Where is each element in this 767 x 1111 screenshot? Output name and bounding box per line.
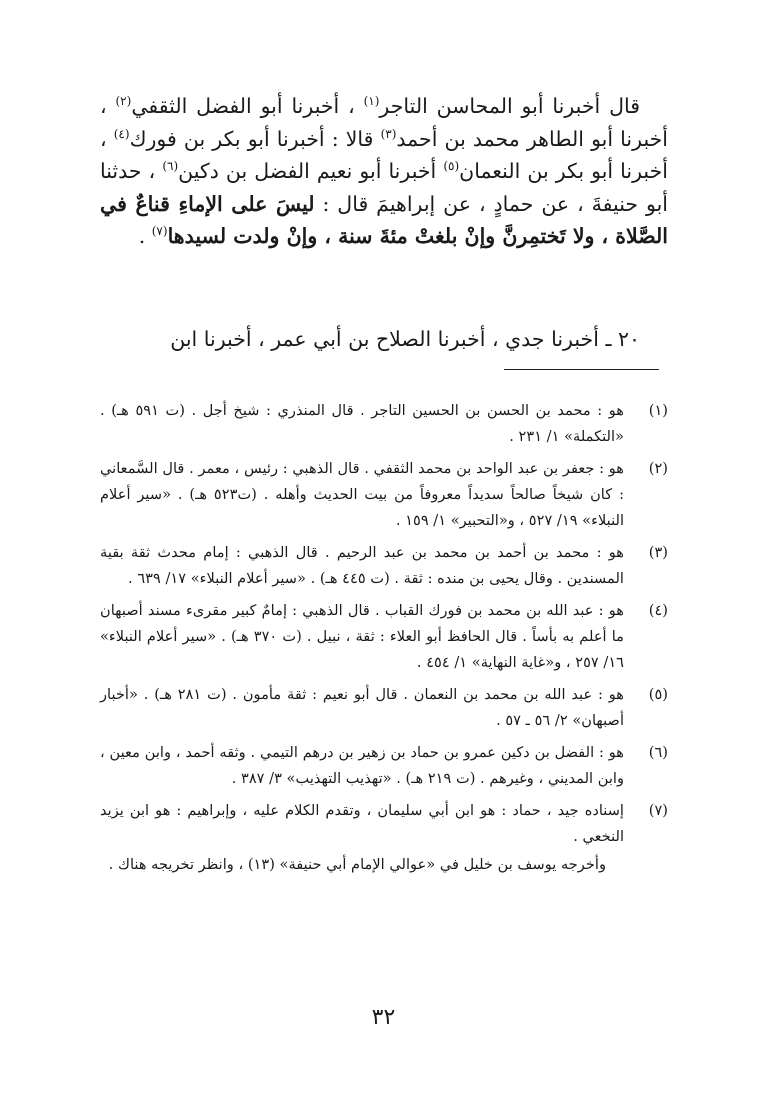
footnotes [100,398,668,884]
footnote-ref[interactable]: (٧) [151,224,168,239]
footnote-number: (٢) [648,460,668,477]
footnote-number: (٣) [648,544,668,561]
text-run: قال أخبرنا أبو المحاسن التاجر [379,94,641,118]
footnote-text: إسناده جيد ، حماد : هو ابن أبي سليمان ، وتقدم الكلام عليه ، وإبراهيم : هو ابن يزيد النخعي . [100,802,624,845]
hadith-paragraph [100,90,668,253]
text-run: ، أخبرنا أبو بكر بن النعمان [100,126,668,183]
footnote-ref[interactable]: (٣) [380,126,397,141]
text-run: . [138,224,152,248]
footnote-ref[interactable]: (٢) [115,94,132,109]
footnote-text: هو : عبد الله بن محمد بن فورك القباب . قال الذهبي : إمامٌ كبير مقرىء مسند أصبهان ما أعلم به بأساً . قال الحافظ أبو العلاء : ثقة ، نبيل . (ت ٣٧٠ هـ) . «سير أعلام النبلاء» ١٦/ ٢٥٧ ، و«غاية النهاية» ١/ ٤٥٤ . [100,602,624,671]
text-run: ، أخبرنا أبو الطاهر محمد بن أحمد [100,94,668,151]
text-run: قالا : أخبرنا أبو بكر بن فورك [129,126,381,151]
text-run: ، حدثنا أبو حنيفةَ ، عن حمادٍ ، عن إبراهيمَ قال : [100,159,668,216]
text-run: أخبرنا أبو نعيم الفضل بن دكين [178,159,444,183]
footnote-number: (٦) [648,744,668,761]
hadith-matn: ليسَ على الإماءِ قناعٌ في الصَّلاة ، ولا تَختمِرنَّ وإنْ بلغتْ مئةَ سنة ، وإنْ ولدت لسيدها [100,191,668,248]
footnote-text: هو : عبد الله بن محمد بن النعمان . قال أبو نعيم : ثقة مأمون . (ت ٢٨١ هـ) . «أخبار أصبهان» ٢/ ٥٦ ـ ٥٧ . [100,686,624,729]
footnote-item [100,598,668,676]
footnote-item [100,456,668,534]
footnote-item [100,798,668,878]
footnote-ref[interactable]: (١) [363,94,380,109]
footnote-item [100,540,668,592]
footnote-text-continued: وأخرجه يوسف بن خليل في «عوالي الإمام أبي حنيفة» (١٣) ، وانظر تخريجه هناك . [108,856,606,873]
footnote-number: (٥) [648,686,668,703]
footnote-number: (٤) [648,602,668,619]
footnote-text: هو : الفضل بن دكين عمرو بن حماد بن زهير بن درهم التيمي . وثقه أحمد ، وابن معين ، وابن المديني ، وغيرهم . (ت ٢١٩ هـ) . «تهذيب التهذيب» ٣/ ٣٨٧ . [100,744,624,787]
footnote-divider [504,369,659,370]
footnote-text: هو : جعفر بن عبد الواحد بن محمد الثقفي . قال الذهبي : رئيس ، معمر . قال السَّمعاني : كان شيخاً صالحاً سديداً معروفاً من بيت الحديث وأهله . (ت٥٢٣ هـ) . «سير أعلام النبلاء» ١٩/ ٥٢٧ ، و«التحبير» ١/ ١٥٩ . [100,460,624,529]
footnote-number: (١) [648,402,668,419]
footnote-ref[interactable]: (٤) [113,126,130,141]
footnote-ref[interactable]: (٥) [443,159,460,174]
main-text [100,90,668,253]
footnote-text: هو : محمد بن الحسن بن الحسين التاجر . قال المنذري : شيخ أجل . (ت ٥٩١ هـ) . «التكملة» ١/ ٢٣١ . [100,402,624,445]
footnote-item [100,682,668,734]
footnote-item [100,740,668,792]
text-run: ، أخبرنا أبو الفضل الثقفي [131,94,364,118]
footnote-text: هو : محمد بن أحمد بن محمد بن عبد الرحيم . قال الذهبي : إمام محدث ثقة بقية المسندين . وقال يحيى بن منده : ثقة . (ت ٤٤٥ هـ) . «سير أعلام النبلاء» ١٧/ ٦٣٩ . [100,544,624,587]
footnote-ref[interactable]: (٦) [162,159,179,174]
footnote-item [100,398,668,450]
footnote-number: (٧) [648,802,668,819]
page-number: ٣٢ [371,1005,396,1030]
footnote-text-block [100,798,624,878]
section-20-start: ٢٠ ـ أخبرنا جدي ، أخبرنا الصلاح بن أبي عمر ، أخبرنا ابن [170,327,640,351]
